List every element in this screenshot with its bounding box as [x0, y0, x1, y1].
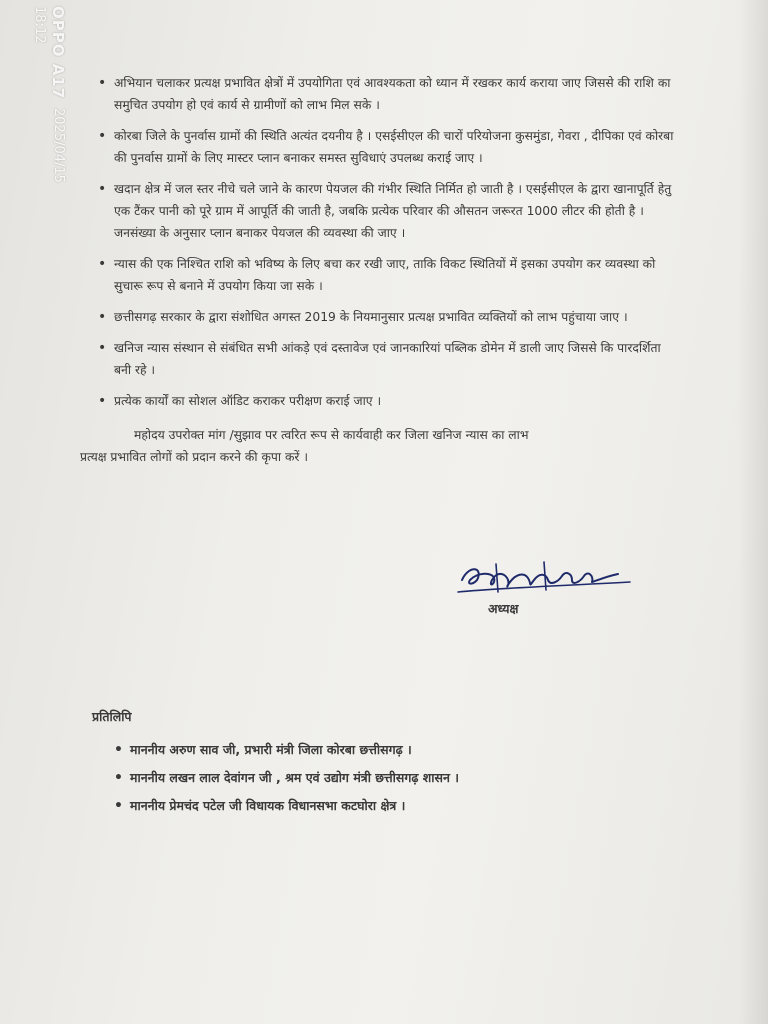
- copy-recipient-text: माननीय अरुण साव जी, प्रभारी मंत्री जिला कोरबा छत्तीसगढ़ ।: [130, 742, 412, 757]
- bullet-icon: •: [98, 393, 107, 409]
- demand-point-text: अभियान चलाकर प्रत्यक्ष प्रभावित क्षेत्रों में उपयोगिता एवं आवश्यकता को ध्यान में रखकर कार्य कराया जाए जिससे की राशि का समुचित उपयोग हो एवं कार्य से ग्रामीणों को लाभ मिल सके ।: [114, 76, 671, 112]
- signature-block: [448, 552, 648, 642]
- bullet-icon: •: [114, 798, 123, 814]
- closing-paragraph: [80, 424, 680, 468]
- demand-point: [80, 72, 680, 116]
- demand-point-text: खनिज न्यास संस्थान से संबंधित सभी आंकड़े एवं दस्तावेज एवं जानकारियां पब्लिक डोमेन में डाली जाए जिससे कि पारदर्शिता बनी रहे ।: [114, 341, 661, 377]
- signatory-designation: अध्यक्ष: [488, 601, 519, 616]
- bullet-icon: •: [98, 309, 107, 325]
- closing-line-1: महोदय उपरोक्त मांग /सुझाव पर त्वरित रूप से कार्यवाही कर जिला खनिज न्यास का लाभ: [134, 428, 529, 442]
- demand-point: [80, 306, 680, 328]
- bullet-icon: •: [114, 770, 123, 786]
- demand-points-section: [80, 72, 680, 468]
- bullet-icon: •: [98, 256, 107, 272]
- bullet-icon: •: [98, 181, 107, 197]
- demand-point-text: छत्तीसगढ़ सरकार के द्वारा संशोधित अगस्त 2019 के नियमानुसार प्रत्यक्ष प्रभावित व्यक्तियों को लाभ पहुंचाया जाए ।: [114, 310, 628, 324]
- bullet-icon: •: [98, 340, 107, 356]
- bullet-icon: •: [98, 75, 107, 91]
- copy-recipient-text: माननीय लखन लाल देवांगन जी , श्रम एवं उद्योग मंत्री छत्तीसगढ़ शासन ।: [130, 770, 460, 785]
- copy-recipient: [92, 739, 652, 761]
- demand-point: [80, 337, 680, 381]
- demand-point-text: कोरबा जिले के पुनर्वास ग्रामों की स्थिति अत्यंत दयनीय है । एसईसीएल की चारों परियोजना कुसमुंडा, गेवरा , दीपिका एवं कोरबा की पुनर्वास ग्रामों के लिए मास्टर प्लान बनाकर समस्त सुविधाएं उपलब्ध कराई जाए ।: [114, 129, 674, 165]
- demand-point-text: न्यास की एक निश्चित राशि को भविष्य के लिए बचा कर रखी जाए, ताकि विकट स्थितियों में इसका उपयोग कर व्यवस्था को सुचारू रूप से बनाने में उपयोग किया जा सके ।: [114, 257, 656, 293]
- copy-to-section: [92, 708, 652, 823]
- demand-point-text: खदान क्षेत्र में जल स्तर नीचे चले जाने के कारण पेयजल की गंभीर स्थिति निर्मित हो जाती है । एसईसीएल के द्वारा खानापूर्ति हेतु एक टैंकर पानी को पूरे ग्राम में आपूर्ति की जाती है, जबकि प्रत्येक परिवार की औसतन जरूरत 1000 लीटर की होती है । जनसंख्या के अनुसार प्लान बनाकर पेयजल की व्यवस्था की जाए ।: [114, 182, 672, 240]
- bullet-icon: •: [114, 742, 123, 758]
- copy-recipient: [92, 767, 652, 789]
- demand-point: [80, 253, 680, 297]
- watermark-brand: OPPO A17: [49, 6, 67, 100]
- demand-point: [80, 125, 680, 169]
- copy-recipient: [92, 795, 652, 817]
- demand-point: [80, 178, 680, 244]
- signature-icon: [448, 552, 648, 612]
- closing-line-2: प्रत्यक्ष प्रभावित लोगों को प्रदान करने की कृपा करें ।: [80, 450, 309, 464]
- copy-heading: प्रतिलिपि: [92, 709, 132, 724]
- demand-point: [80, 390, 680, 412]
- bullet-icon: •: [98, 128, 107, 144]
- copy-recipient-text: माननीय प्रेमचंद पटेल जी विधायक विधानसभा कटघोरा क्षेत्र ।: [130, 798, 406, 813]
- demand-point-text: प्रत्येक कार्यों का सोशल ऑडिट कराकर परीक्षण कराई जाए ।: [114, 394, 382, 408]
- watermark-datetime: 2025/04/15 18:12: [32, 6, 66, 184]
- camera-watermark: [16, 6, 68, 186]
